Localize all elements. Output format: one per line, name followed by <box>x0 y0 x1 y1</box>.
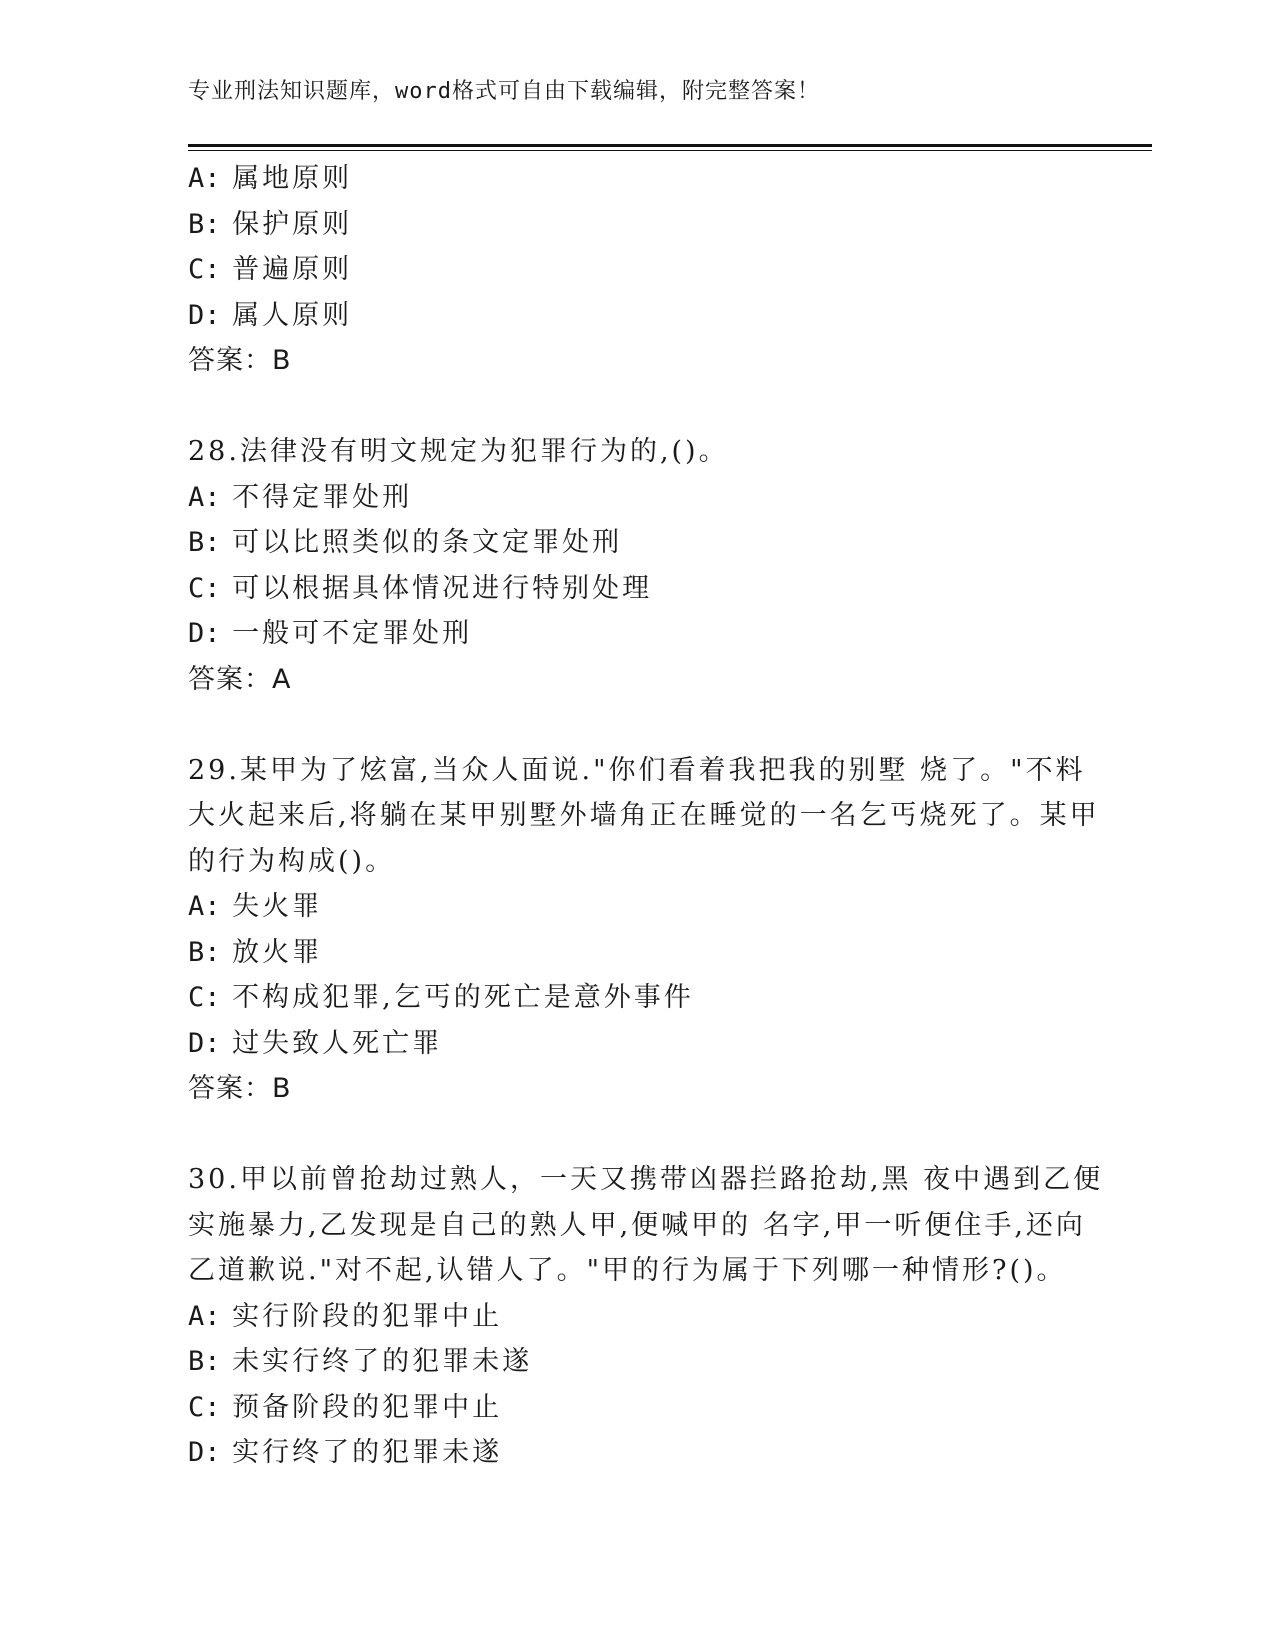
option-text: 过失致人死亡罪 <box>232 1027 443 1059</box>
question-content <box>188 156 1104 1476</box>
option-key: B: <box>188 527 221 558</box>
question-stem-line: 29.某甲为了炫富,当众人面说."你们看着我把我的别墅 烧了。"不料 <box>188 754 1086 786</box>
option-c <box>188 975 1088 1021</box>
option-key: B: <box>188 208 221 240</box>
option-text: 不得定罪处刑 <box>232 481 413 513</box>
option-key: D: <box>188 1437 221 1468</box>
answer-line: 答案：B <box>188 345 292 376</box>
option-key: A: <box>188 163 221 194</box>
option-key: D: <box>188 299 221 331</box>
option-key: C: <box>188 572 221 604</box>
option-b <box>188 202 1088 248</box>
option-c <box>188 247 1088 293</box>
page-header: 专业刑法知识题库，word格式可自由下载编辑，附完整答案！ <box>188 79 820 104</box>
option-c <box>188 566 1088 612</box>
spacer <box>188 702 1088 748</box>
spacer <box>188 384 1088 430</box>
option-a <box>188 1294 1088 1340</box>
option-d <box>188 1021 1088 1067</box>
option-a <box>188 156 1088 202</box>
option-text: 预备阶段的犯罪中止 <box>232 1391 503 1423</box>
option-text: 属人原则 <box>232 299 353 331</box>
option-text: 实行阶段的犯罪中止 <box>232 1300 503 1332</box>
option-d <box>188 611 1088 657</box>
spacer <box>188 1112 1088 1158</box>
option-b <box>188 1339 1088 1385</box>
option-b <box>188 930 1088 976</box>
option-a <box>188 884 1088 930</box>
option-text: 普遍原则 <box>232 254 353 285</box>
option-b <box>188 520 1088 566</box>
header-rule-thick <box>188 144 1152 147</box>
question-30 <box>188 1157 1104 1476</box>
question-stem-line: 实施暴力,乙发现是自己的熟人甲,便喊甲的 名字,甲一听便住手,还向 <box>188 1209 1086 1241</box>
option-key: C: <box>188 982 221 1013</box>
option-key: A: <box>188 481 221 513</box>
option-text: 实行终了的犯罪未遂 <box>232 1437 503 1468</box>
option-text: 不构成犯罪,乞丐的死亡是意外事件 <box>232 982 694 1013</box>
option-key: B: <box>188 936 221 968</box>
question-stem: 28.法律没有明文规定为犯罪行为的,()。 <box>188 436 729 467</box>
option-key: A: <box>188 1300 221 1332</box>
answer-line: 答案：A <box>188 663 292 695</box>
header-rule-thin <box>188 150 1152 151</box>
option-text: 未实行终了的犯罪未遂 <box>232 1346 533 1377</box>
option-key: A: <box>188 891 221 922</box>
option-key: D: <box>188 1027 221 1059</box>
question-stem-line: 大火起来后,将躺在某甲别墅外墙角正在睡觉的一名乞丐烧死了。某甲 <box>188 800 1100 831</box>
option-key: C: <box>188 1391 221 1423</box>
option-text: 放火罪 <box>232 936 323 968</box>
option-text: 一般可不定罪处刑 <box>232 618 473 649</box>
option-text: 可以比照类似的条文定罪处刑 <box>232 527 623 558</box>
option-text: 保护原则 <box>232 208 353 240</box>
question-stem-line: 乙道歉说."对不起,认错人了。"甲的行为属于下列哪一种情形?()。 <box>188 1255 1067 1286</box>
option-key: D: <box>188 618 221 649</box>
option-text: 失火罪 <box>232 891 323 922</box>
option-key: B: <box>188 1346 221 1377</box>
option-text: 属地原则 <box>232 163 353 194</box>
question-29 <box>188 748 1100 1112</box>
question-stem-line: 30.甲以前曾抢劫过熟人，一天又携带凶器拦路抢劫,黑 夜中遇到乙便 <box>188 1164 1104 1195</box>
option-text: 可以根据具体情况进行特别处理 <box>232 572 653 604</box>
option-a <box>188 475 1088 521</box>
question-28 <box>188 429 1088 702</box>
question-stem-line: 的行为构成()。 <box>188 845 396 877</box>
option-c <box>188 1385 1088 1431</box>
option-d <box>188 1430 1088 1476</box>
question-27 <box>188 156 1088 384</box>
answer-line: 答案：B <box>188 1073 292 1104</box>
option-d <box>188 293 1088 339</box>
option-key: C: <box>188 254 221 285</box>
